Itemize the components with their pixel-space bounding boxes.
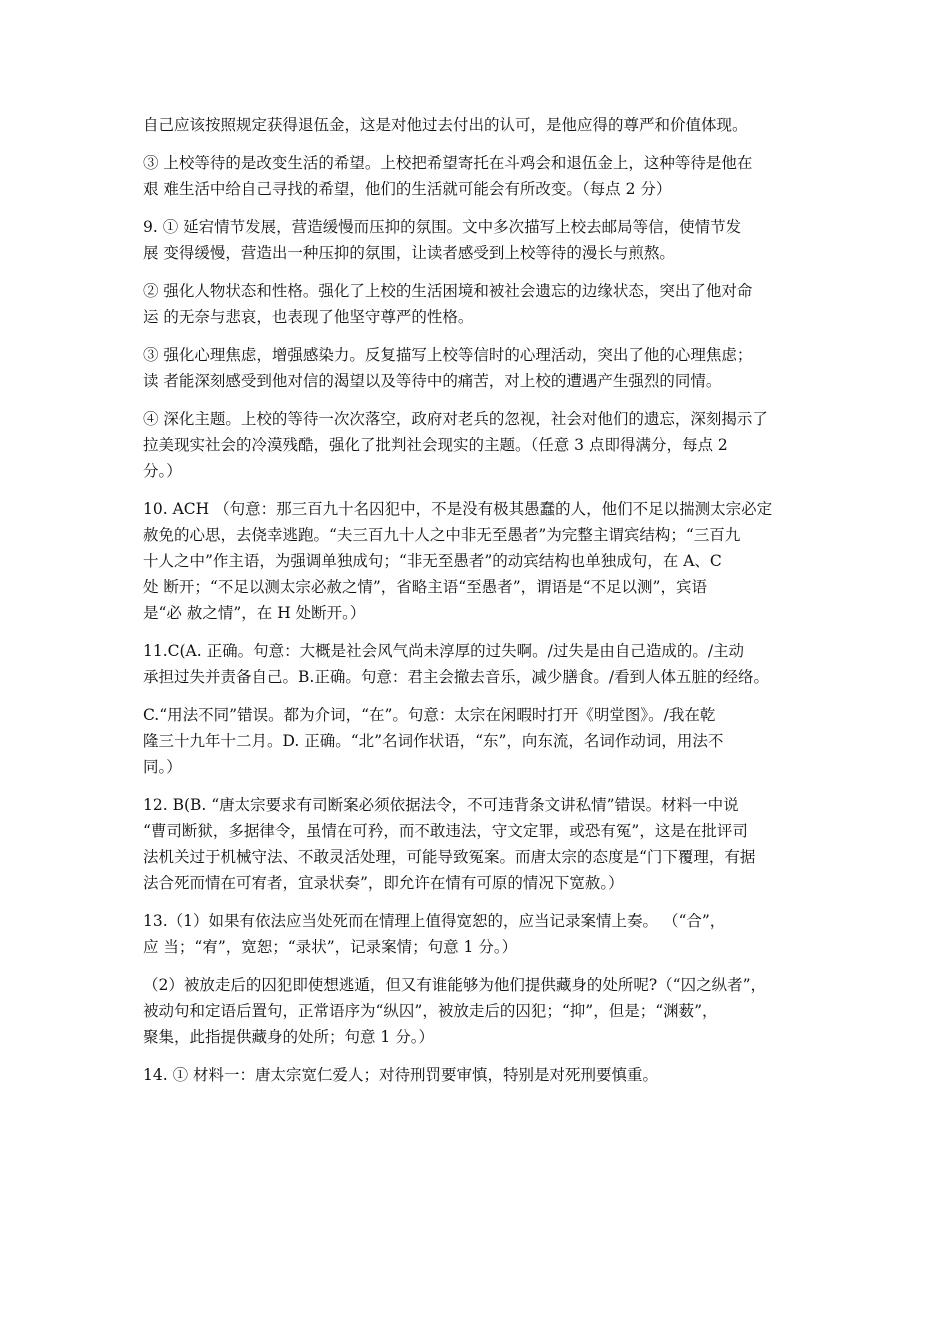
paragraph [143,150,805,202]
text-line: ③ 强化心理焦虑，增强感染力。反复描写上校等信时的心理活动，突出了他的心理焦虑； [143,346,753,364]
text-line: （2）被放走后的囚犯即使想逃遁，但又有谁能够为他们提供藏身的处所呢?（“囚之纵者”， [143,976,767,994]
text-line: 是“必 赦之情”，在 H 处断开。） [143,604,366,622]
text-line: 展 变得缓慢，营造出一种压抑的氛围，让读者感受到上校等待的漫长与煎熬。 [143,244,675,262]
paragraph [143,278,805,330]
text-line: 法机关过于机械守法、不敢灵活处理，可能导致冤案。而唐太宗的态度是“门下覆理，有据 [143,848,756,866]
text-line: ③ 上校等待的是改变生活的希望。上校把希望寄托在斗鸡会和退伍金上，这种等待是他在 [143,154,753,172]
paragraph [143,406,805,484]
text-line: 12. B(B. “唐太宗要求有司断案必须依据法令，不可违背条文讲私情”错误。材料一中说 [143,796,739,814]
paragraph [143,972,805,1050]
paragraph [143,112,805,138]
text-line: 聚集，此指提供藏身的处所；句意 1 分。） [143,1028,434,1046]
text-line: 艰 难生活中给自己寻找的希望，他们的生活就可能会有所改变。（每点 2 分） [143,180,672,198]
text-line: 11.C(A. 正确。句意：大概是社会风气尚未淳厚的过失啊。/过失是由自己造成的。/主动 [143,642,745,660]
text-line: 自己应该按照规定获得退伍金，这是对他过去付出的认可，是他应得的尊严和价值体现。 [143,116,748,134]
text-line: 分。） [143,462,182,480]
text-line: 十人之中”作主语，为强调单独成句；“非无至愚者”的动宾结构也单独成句，在 A、C [143,552,722,570]
text-line: 9. ① 延宕情节发展，营造缓慢而压抑的氛围。文中多次描写上校去邮局等信，使情节发 [143,218,742,236]
text-line: 读 者能深刻感受到他对信的渴望以及等待中的痛苦，对上校的遭遇产生强烈的同情。 [143,372,722,390]
text-line: 14. ① 材料一：唐太宗宽仁爱人；对待刑罚要审慎，特别是对死刑要慎重。 [143,1066,659,1084]
paragraph [143,1062,805,1088]
paragraph [143,342,805,394]
text-line: “曹司断狱，多据律令，虽情在可矜，而不敢违法，守文定罪，或恐有冤”，这是在批评司 [143,822,748,840]
text-line: 运 的无奈与悲哀，也表现了他坚守尊严的性格。 [143,308,474,326]
text-line: 应 当；“宥”，宽恕；“录状”，记录案情；句意 1 分。） [143,938,518,956]
text-line: 法合死而情在可宥者，宜录状奏”，即允许在情有可原的情况下宽赦。） [143,874,624,892]
paragraph [143,792,805,896]
text-line: 隆三十九年十二月。D. 正确。“北”名词作状语，“东”，向东流，名词作动词，用法不 [143,732,724,750]
text-line: 承担过失并责备自己。B.正确。句意：君主会撤去音乐，减少膳食。/看到人体五脏的经络。 [143,668,770,686]
text-line: C.“用法不同”错误。都为介词，“在”。句意：太宗在闲暇时打开《明堂图》。/我在乾 [143,706,716,724]
text-line: ④ 深化主题。上校的等待一次次落空，政府对老兵的忽视，社会对他们的遗忘，深刻揭示了 [143,410,768,428]
paragraph [143,214,805,266]
paragraph [143,702,805,780]
text-line: 被动句和定语后置句，正常语序为“纵囚”，被放走后的囚犯；“抑”，但是；“渊薮”， [143,1002,718,1020]
text-line: 拉美现实社会的冷漠残酷，强化了批判社会现实的主题。（任意 3 点即得满分，每点 2 [143,436,728,454]
text-line: 13.（1）如果有依法应当处死而在情理上值得宽恕的，应当记录案情上奏。 （“合”， [143,912,726,930]
paragraph [143,908,805,960]
document-page [143,112,805,1088]
text-line: 赦免的心思，去侥幸逃跑。“夫三百九十人之中非无至愚者”为完整主谓宾结构；“三百九 [143,526,741,544]
text-line: 10. ACH （句意：那三百九十名囚犯中，不是没有极其愚蠢的人，他们不足以揣测太宗必定 [143,500,773,518]
text-line: ② 强化人物状态和性格。强化了上校的生活困境和被社会遗忘的边缘状态，突出了他对命 [143,282,753,300]
text-line: 处 断开；“不足以测太宗必赦之情”，省略主语“至愚者”，谓语是“不足以测”，宾语 [143,578,707,596]
paragraph [143,638,805,690]
paragraph [143,496,805,626]
text-line: 同。） [143,758,182,776]
